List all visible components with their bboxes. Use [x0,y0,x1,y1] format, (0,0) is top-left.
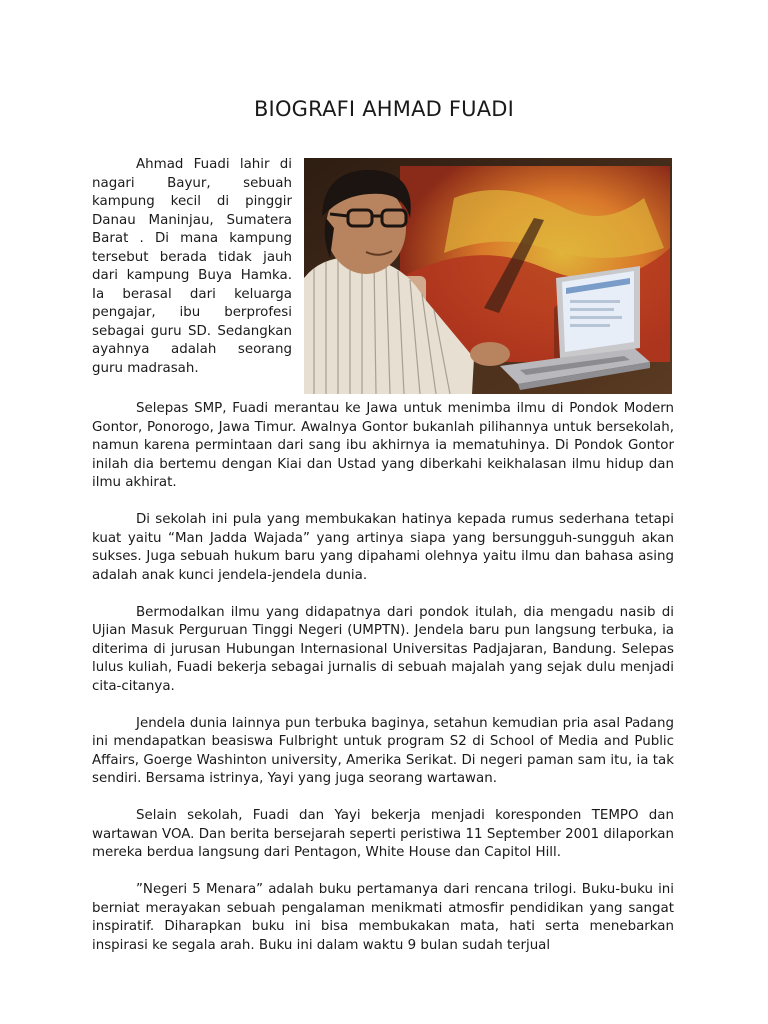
page-title: BIOGRAFI AHMAD FUADI [253,97,515,121]
paragraph-4: Jendela dunia lainnya pun terbuka baginya, setahun kemudian pria asal Padang ini mendapatkan beasiswa Fulbright untuk program S2 di School of Media and Public Affairs, Goerge Washinton university, Amerika Serikat. Di negeri paman sam itu, ia tak sendiri. Bersama istrinya, Yayi yang juga seorang wartawan. [92,715,674,786]
biography-body [92,400,674,974]
paragraph-2: Di sekolah ini pula yang membukakan hatinya kepada rumus sederhana tetapi kuat yaitu “Man Jadda Wajada” yang artinya siapa yang bersungguh-sungguh akan sukses. Juga sebuah hukum baru yang dipahami olehnya yaitu ilmu dan bahasa asing adalah anak kunci jendela-jendela dunia. [92,512,674,583]
paragraph-5: Selain sekolah, Fuadi dan Yayi bekerja menjadi koresponden TEMPO dan wartawan VOA. Dan berita bersejarah seperti peristiwa 11 September 2001 dilaporkan mereka berdua langsung dari Pentagon, White House dan Capitol Hill. [92,808,674,860]
portrait-photo-icon [304,158,672,394]
paragraph-6: ”Negeri 5 Menara” adalah buku pertamanya dari rencana trilogi. Buku-buku ini berniat merayakan sebuah pengalaman menikmati atmosfir pendidikan yang sangat inspiratif. Diharapkan buku ini bisa membukakan mata, hati serta menebarkan inspirasi ke segala arah. Buku ini dalam waktu 9 bulan sudah terjual [92,882,674,953]
author-photo [304,158,672,394]
intro-text-block [92,156,292,378]
intro-paragraph: Ahmad Fuadi lahir di nagari Bayur, sebuah kampung kecil di pinggir Danau Maninjau, Sumatera Barat . Di mana kampung tersebut berada tidak jauh dari kampung Buya Hamka. Ia berasal dari keluarga pengajar, ibu berprofesi sebagai guru SD. Sedangkan ayahnya adalah seorang guru madrasah. [92,157,292,376]
paragraph-3: Bermodalkan ilmu yang didapatnya dari pondok itulah, dia mengadu nasib di Ujian Masuk Perguruan Tinggi Negeri (UMPTN). Jendela baru pun langsung terbuka, ia diterima di jurusan Hubungan Internasional Universitas Padjajaran, Bandung. Selepas lulus kuliah, Fuadi bekerja sebagai jurnalis di sebuah majalah yang sejak dulu menjadi cita-citanya. [92,604,674,694]
paragraph-1: Selepas SMP, Fuadi merantau ke Jawa untuk menimba ilmu di Pondok Modern Gontor, Ponorogo, Jawa Timur. Awalnya Gontor bukanlah pilihannya untuk bersekolah, namun karena permintaan dari sang ibu akhirnya ia mematuhinya. Di Pondok Gontor inilah dia bertemu dengan Kiai dan Ustad yang diberkahi keikhalasan ilmu hidup dan ilmu akhirat. [92,401,674,490]
